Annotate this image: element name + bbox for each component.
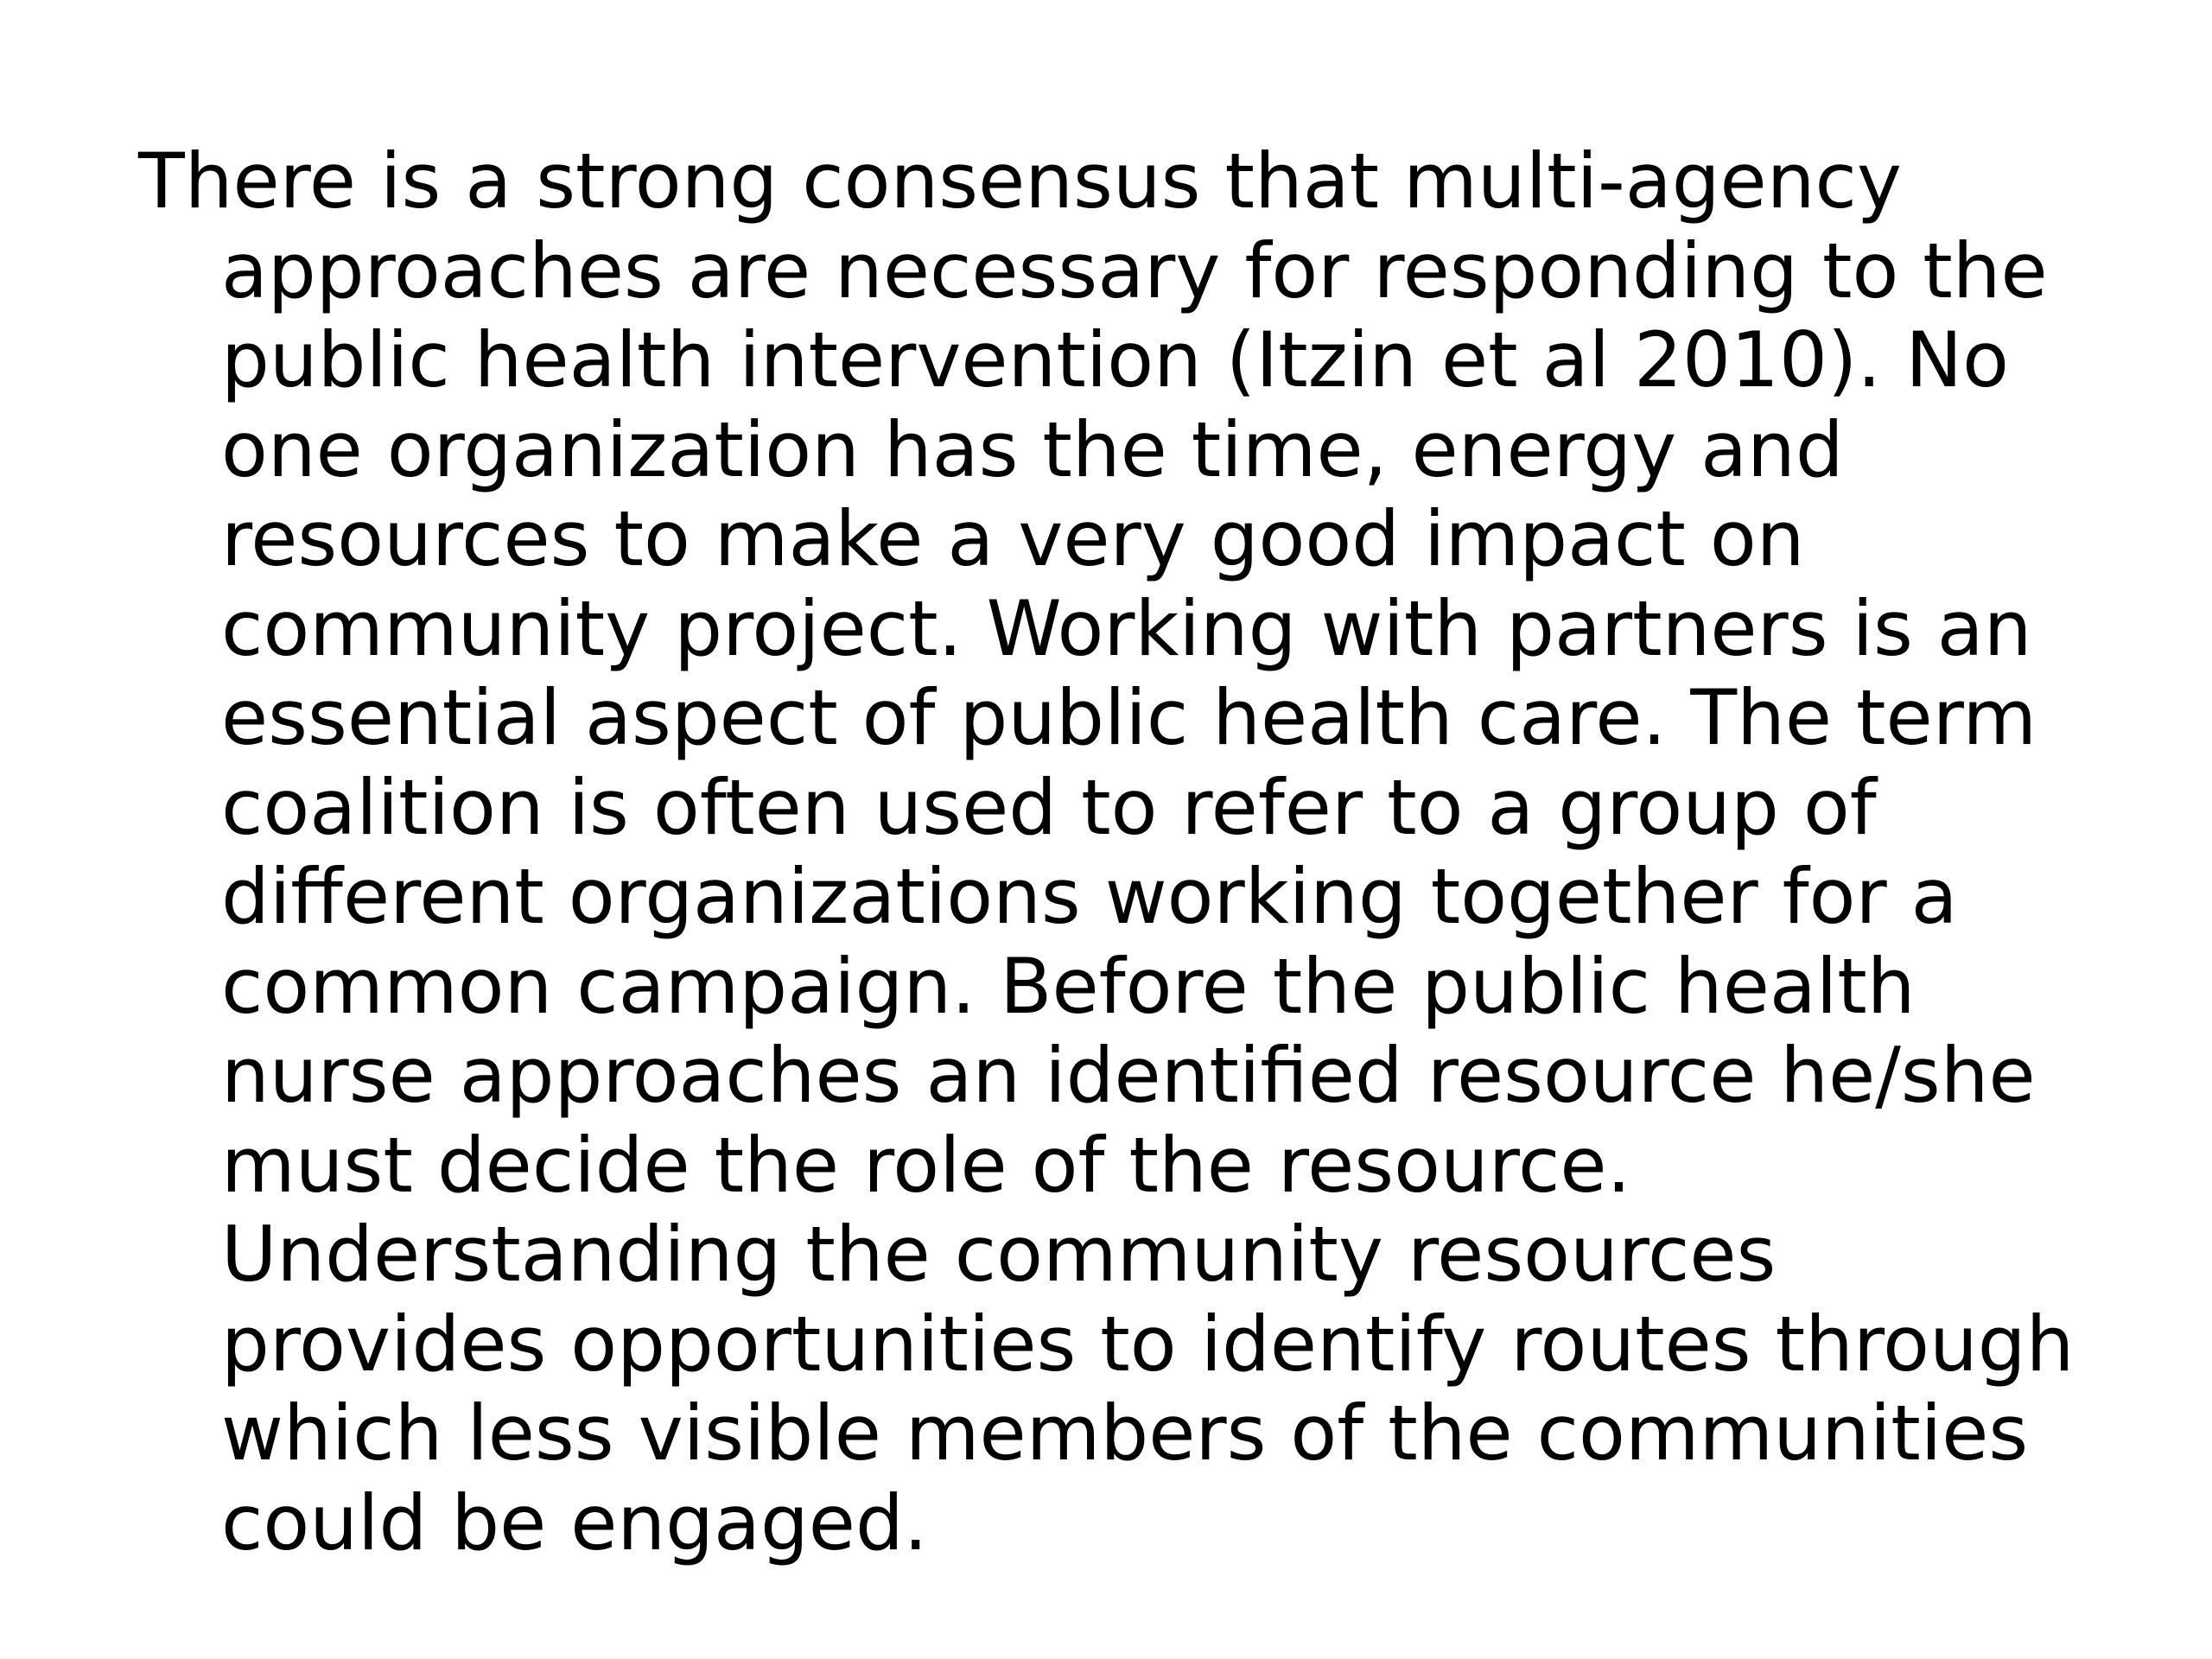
- text-line: community project. Working with partners is an: [221, 583, 2032, 673]
- text-line: must decide the role of the resource.: [221, 1120, 1631, 1210]
- text-line: essential aspect of public health care. The term: [221, 673, 2037, 762]
- text-line: public health intervention (Itzin et al 2010). No: [221, 315, 2009, 404]
- slide-body-text: [138, 137, 2126, 1567]
- text-line: provides opportunities to identify routes through: [221, 1299, 2075, 1389]
- text-line: coalition is often used to refer to a group of: [221, 762, 1877, 852]
- text-line: Understanding the community resources: [221, 1210, 1777, 1299]
- text-line: resources to make a very good impact on: [221, 494, 1805, 583]
- text-line: approaches are necessary for responding to the: [221, 226, 2048, 315]
- text-line: could be engaged.: [221, 1478, 928, 1567]
- text-line: different organizations working together for a: [221, 852, 1958, 941]
- text-line: There is a strong consensus that multi-agency: [138, 137, 1902, 226]
- text-line: nurse approaches an identified resource he/she: [221, 1031, 2036, 1120]
- text-line: one organization has the time, energy and: [221, 404, 1844, 494]
- text-line: common campaign. Before the public health: [221, 941, 1916, 1031]
- text-line: which less visible members of the communities: [221, 1389, 2029, 1478]
